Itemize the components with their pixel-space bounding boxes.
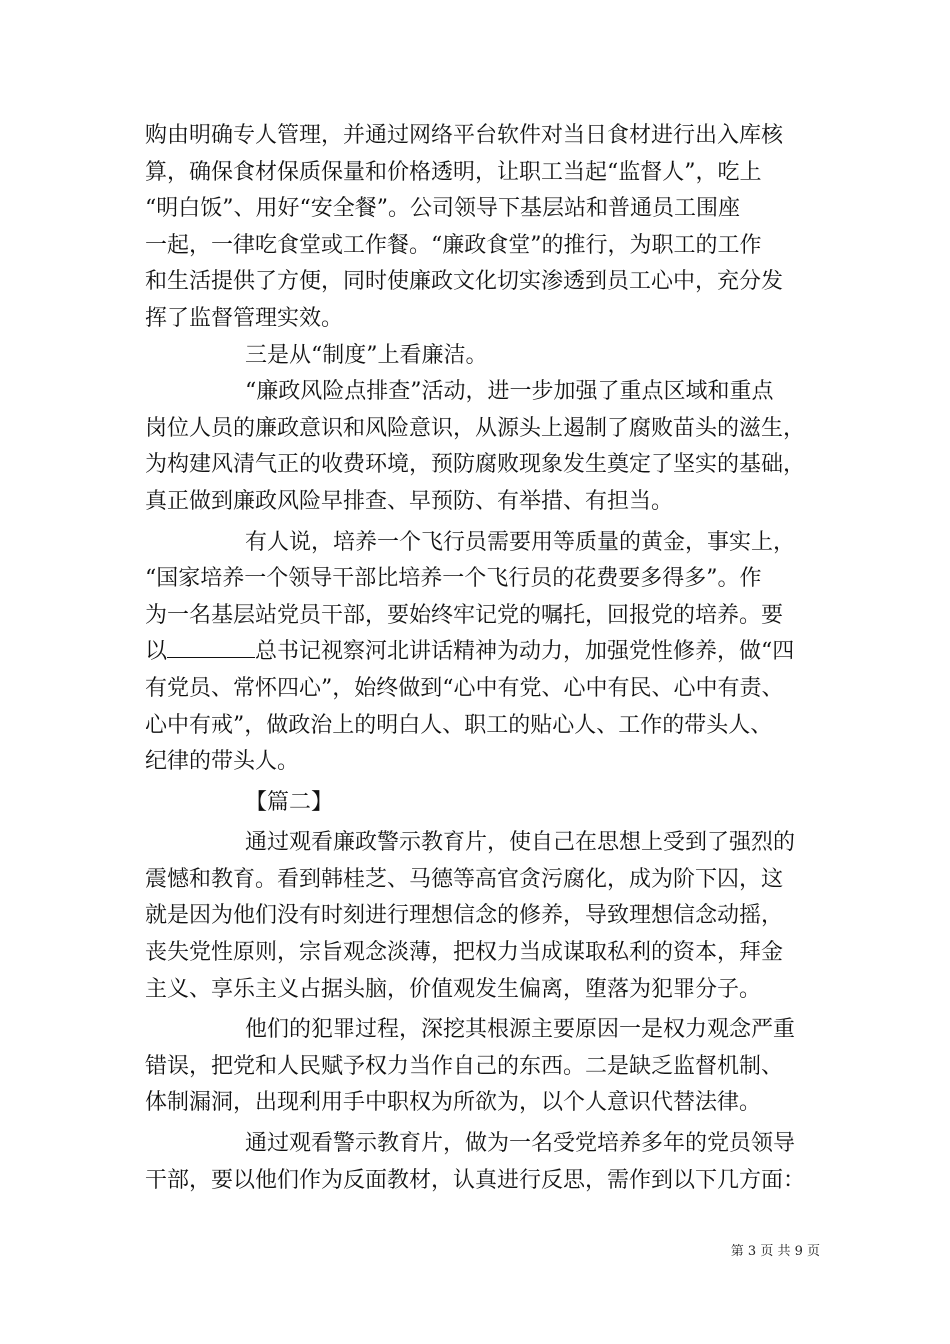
text-line: 三是从“制度”上看廉洁。	[245, 342, 488, 368]
text-line: 通过观看廉政警示教育片，使自己在思想上受到了强烈的	[245, 830, 796, 856]
paragraph	[145, 1126, 820, 1199]
fill-in-blank	[167, 637, 255, 658]
text-line: “国家培养一个领导干部比培养一个飞行员的花费要多得多”。作	[145, 566, 762, 592]
text-line: 心中有戒”，做政治上的明白人、职工的贴心人、工作的带头人、	[145, 712, 773, 738]
text-line: 和生活提供了方便，同时使廉政文化切实渗透到员工心中，充分发	[145, 269, 784, 295]
text-line: 岗位人员的廉政意识和风险意识，从源头上遏制了腐败苗头的滋生，	[145, 415, 806, 441]
text-line: 通过观看警示教育片，做为一名受党培养多年的党员领导	[245, 1131, 796, 1157]
text-line: “明白饭”、用好“安全餐”。公司领导下基层站和普通员工围座	[145, 196, 740, 222]
text-line: “廉政风险点排查”活动，进一步加强了重点区域和重点	[245, 379, 774, 405]
text-fragment: 总书记视察河北讲话精神为动力，加强党性修养，做“四	[255, 639, 795, 665]
text-line: 就是因为他们没有时刻进行理想信念的修养，导致理想信念动摇，	[145, 903, 784, 929]
paragraph	[145, 825, 820, 1008]
text-line: 有党员、常怀四心”，始终做到“心中有党、心中有民、心中有责、	[145, 675, 784, 701]
text-line	[145, 634, 820, 671]
text-line: 体制漏洞，出现利用手中职权为所欲为，以个人意识代替法律。	[145, 1090, 762, 1116]
paragraph	[145, 374, 820, 520]
paragraph	[145, 1012, 820, 1122]
text-line: 有人说，培养一个飞行员需要用等质量的黄金，事实上，	[245, 529, 796, 555]
text-line: 纪律的带头人。	[145, 749, 300, 775]
section-heading	[145, 338, 820, 375]
paragraph	[145, 118, 820, 338]
text-line: 【篇二】	[245, 789, 334, 815]
text-line: 真正做到廉政风险早排查、早预防、有举措、有担当。	[145, 488, 674, 514]
page-number-footer: 第 3 页 共 9 页	[730, 1244, 820, 1259]
text-line: 为构建风清气正的收费环境，预防腐败现象发生奠定了坚实的基础，	[145, 452, 806, 478]
text-line: 干部，要以他们作为反面教材，认真进行反思，需作到以下几方面：	[145, 1167, 806, 1193]
document-body	[145, 118, 820, 1199]
text-line: 震憾和教育。看到韩桂芝、马德等高官贪污腐化，成为阶下囚，这	[145, 866, 784, 892]
section-heading	[145, 785, 820, 822]
text-line: 购由明确专人管理，并通过网络平台软件对当日食材进行出入库核	[145, 123, 784, 148]
text-line: 主义、享乐主义占据头脑，价值观发生偏离，堕落为犯罪分子。	[145, 976, 762, 1002]
text-line: 为一名基层站党员干部，要始终牢记党的嘱托，回报党的培养。要	[145, 602, 784, 628]
text-line: 算，确保食材保质保量和价格透明，让职工当起“监督人”，吃上	[145, 159, 762, 185]
text-line: 错误，把党和人民赋予权力当作自己的东西。二是缺乏监督机制、	[145, 1053, 784, 1079]
text-line: 他们的犯罪过程，深挖其根源主要原因一是权力观念严重	[245, 1017, 796, 1043]
text-fragment: 以	[145, 639, 168, 665]
text-line: 丧失党性原则，宗旨观念淡薄，把权力当成谋取私利的资本，拜金	[145, 940, 784, 966]
text-line: 一起，一律吃食堂或工作餐。“廉政食堂”的推行，为职工的工作	[145, 232, 762, 258]
text-line: 挥了监督管理实效。	[145, 305, 344, 331]
paragraph	[145, 525, 820, 781]
